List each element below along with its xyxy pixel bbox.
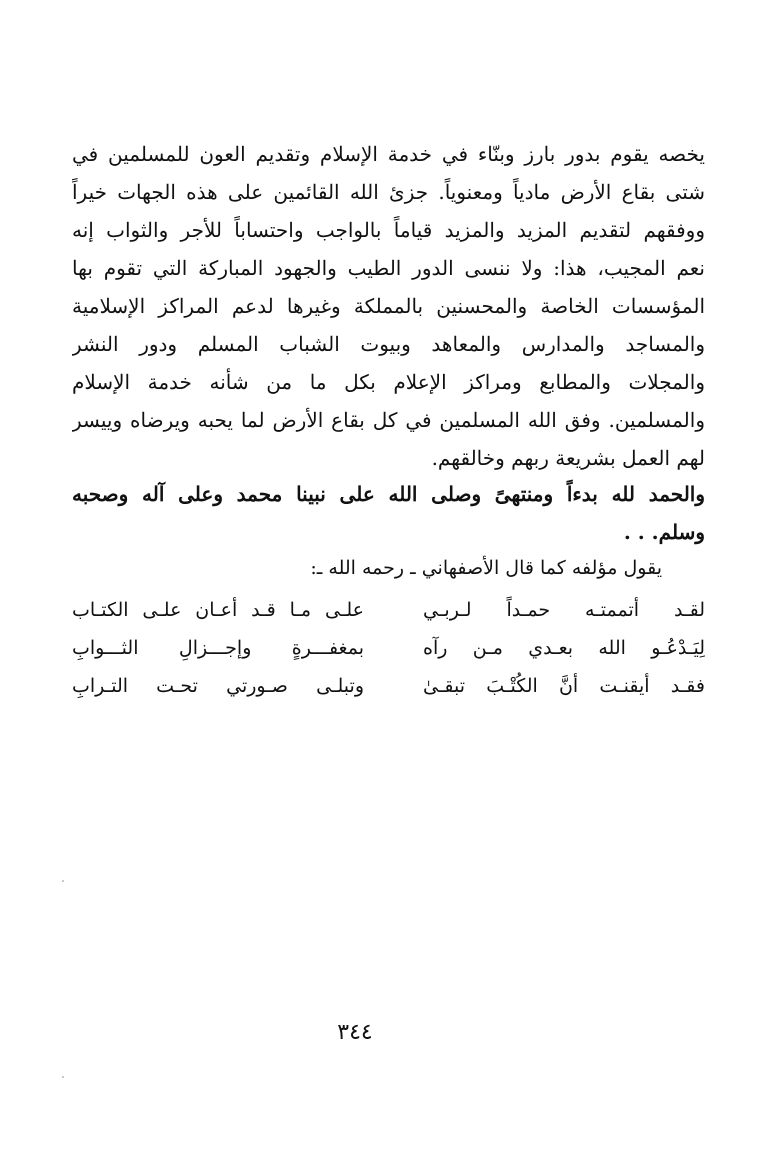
scan-speck — [62, 1076, 64, 1078]
closing-line: وسلم. . . — [623, 520, 705, 544]
verse-first-hemistich: لقـد أتممتـه حمـداً لـربـي — [423, 599, 705, 621]
poem-intro: يقول مؤلفه كما قال الأصفهاني ـ رحمه الله ـ: — [310, 557, 662, 579]
paragraph-line: والمسلمين. وفق الله المسلمين في كل بقاع الأرض لما يحبه ويرضاه وييسر — [72, 408, 705, 432]
verse-first-hemistich: لِيَـدْعُـو الله بعـدي مـن رآه — [423, 637, 705, 659]
paragraph-line: لهم العمل بشريعة ربهم وخالقهم. — [431, 446, 705, 470]
poem-verse — [72, 668, 705, 704]
poem-verse — [72, 592, 705, 628]
paragraph-line: نعم المجيب، هذا: ولا ننسى الدور الطيب والجهود المباركة التي تقوم بها — [72, 256, 705, 280]
verse-second-hemistich: وتبلـى صـورتي تحـت التـرابِ — [72, 675, 364, 697]
paragraph-line: المؤسسات الخاصة والمحسنين بالمملكة وغيرها لدعم المراكز الإسلامية — [72, 294, 705, 318]
paragraph-line: يخصه يقوم بدور بارز وبنّاء في خدمة الإسلام وتقديم العون للمسلمين في — [72, 142, 705, 166]
verse-first-hemistich: فقـد أيقنـت أنَّ الكُتْـبَ تبقـىٰ — [423, 675, 705, 697]
verse-second-hemistich: علـى مـا قـد أعـان علـى الكتـاب — [72, 599, 364, 621]
paragraph-line: والمجلات والمطابع ومراكز الإعلام بكل ما من شأنه خدمة الإسلام — [72, 370, 705, 394]
paragraph-line: ووفقهم لتقديم المزيد والمزيد قياماً بالواجب واحتساباً للأجر والثواب إنه — [72, 218, 705, 242]
paragraph-line: شتى بقاع الأرض مادياً ومعنوياً. جزئ الله القائمين على هذه الجهات خيراً — [72, 180, 705, 204]
verse-second-hemistich: بمغفـــرةٍ وإجـــزالِ الثـــوابِ — [72, 637, 364, 659]
poem-verse — [72, 630, 705, 666]
page-number: ٣٤٤ — [337, 1020, 373, 1045]
scan-speck — [62, 880, 64, 882]
closing-line: والحمد لله بدءاً ومنتهىً وصلى الله على نبينا محمد وعلى آله وصحبه — [72, 482, 705, 506]
paragraph-line: والمساجد والمدارس والمعاهد وبيوت الشباب المسلم ودور النشر — [72, 332, 705, 356]
